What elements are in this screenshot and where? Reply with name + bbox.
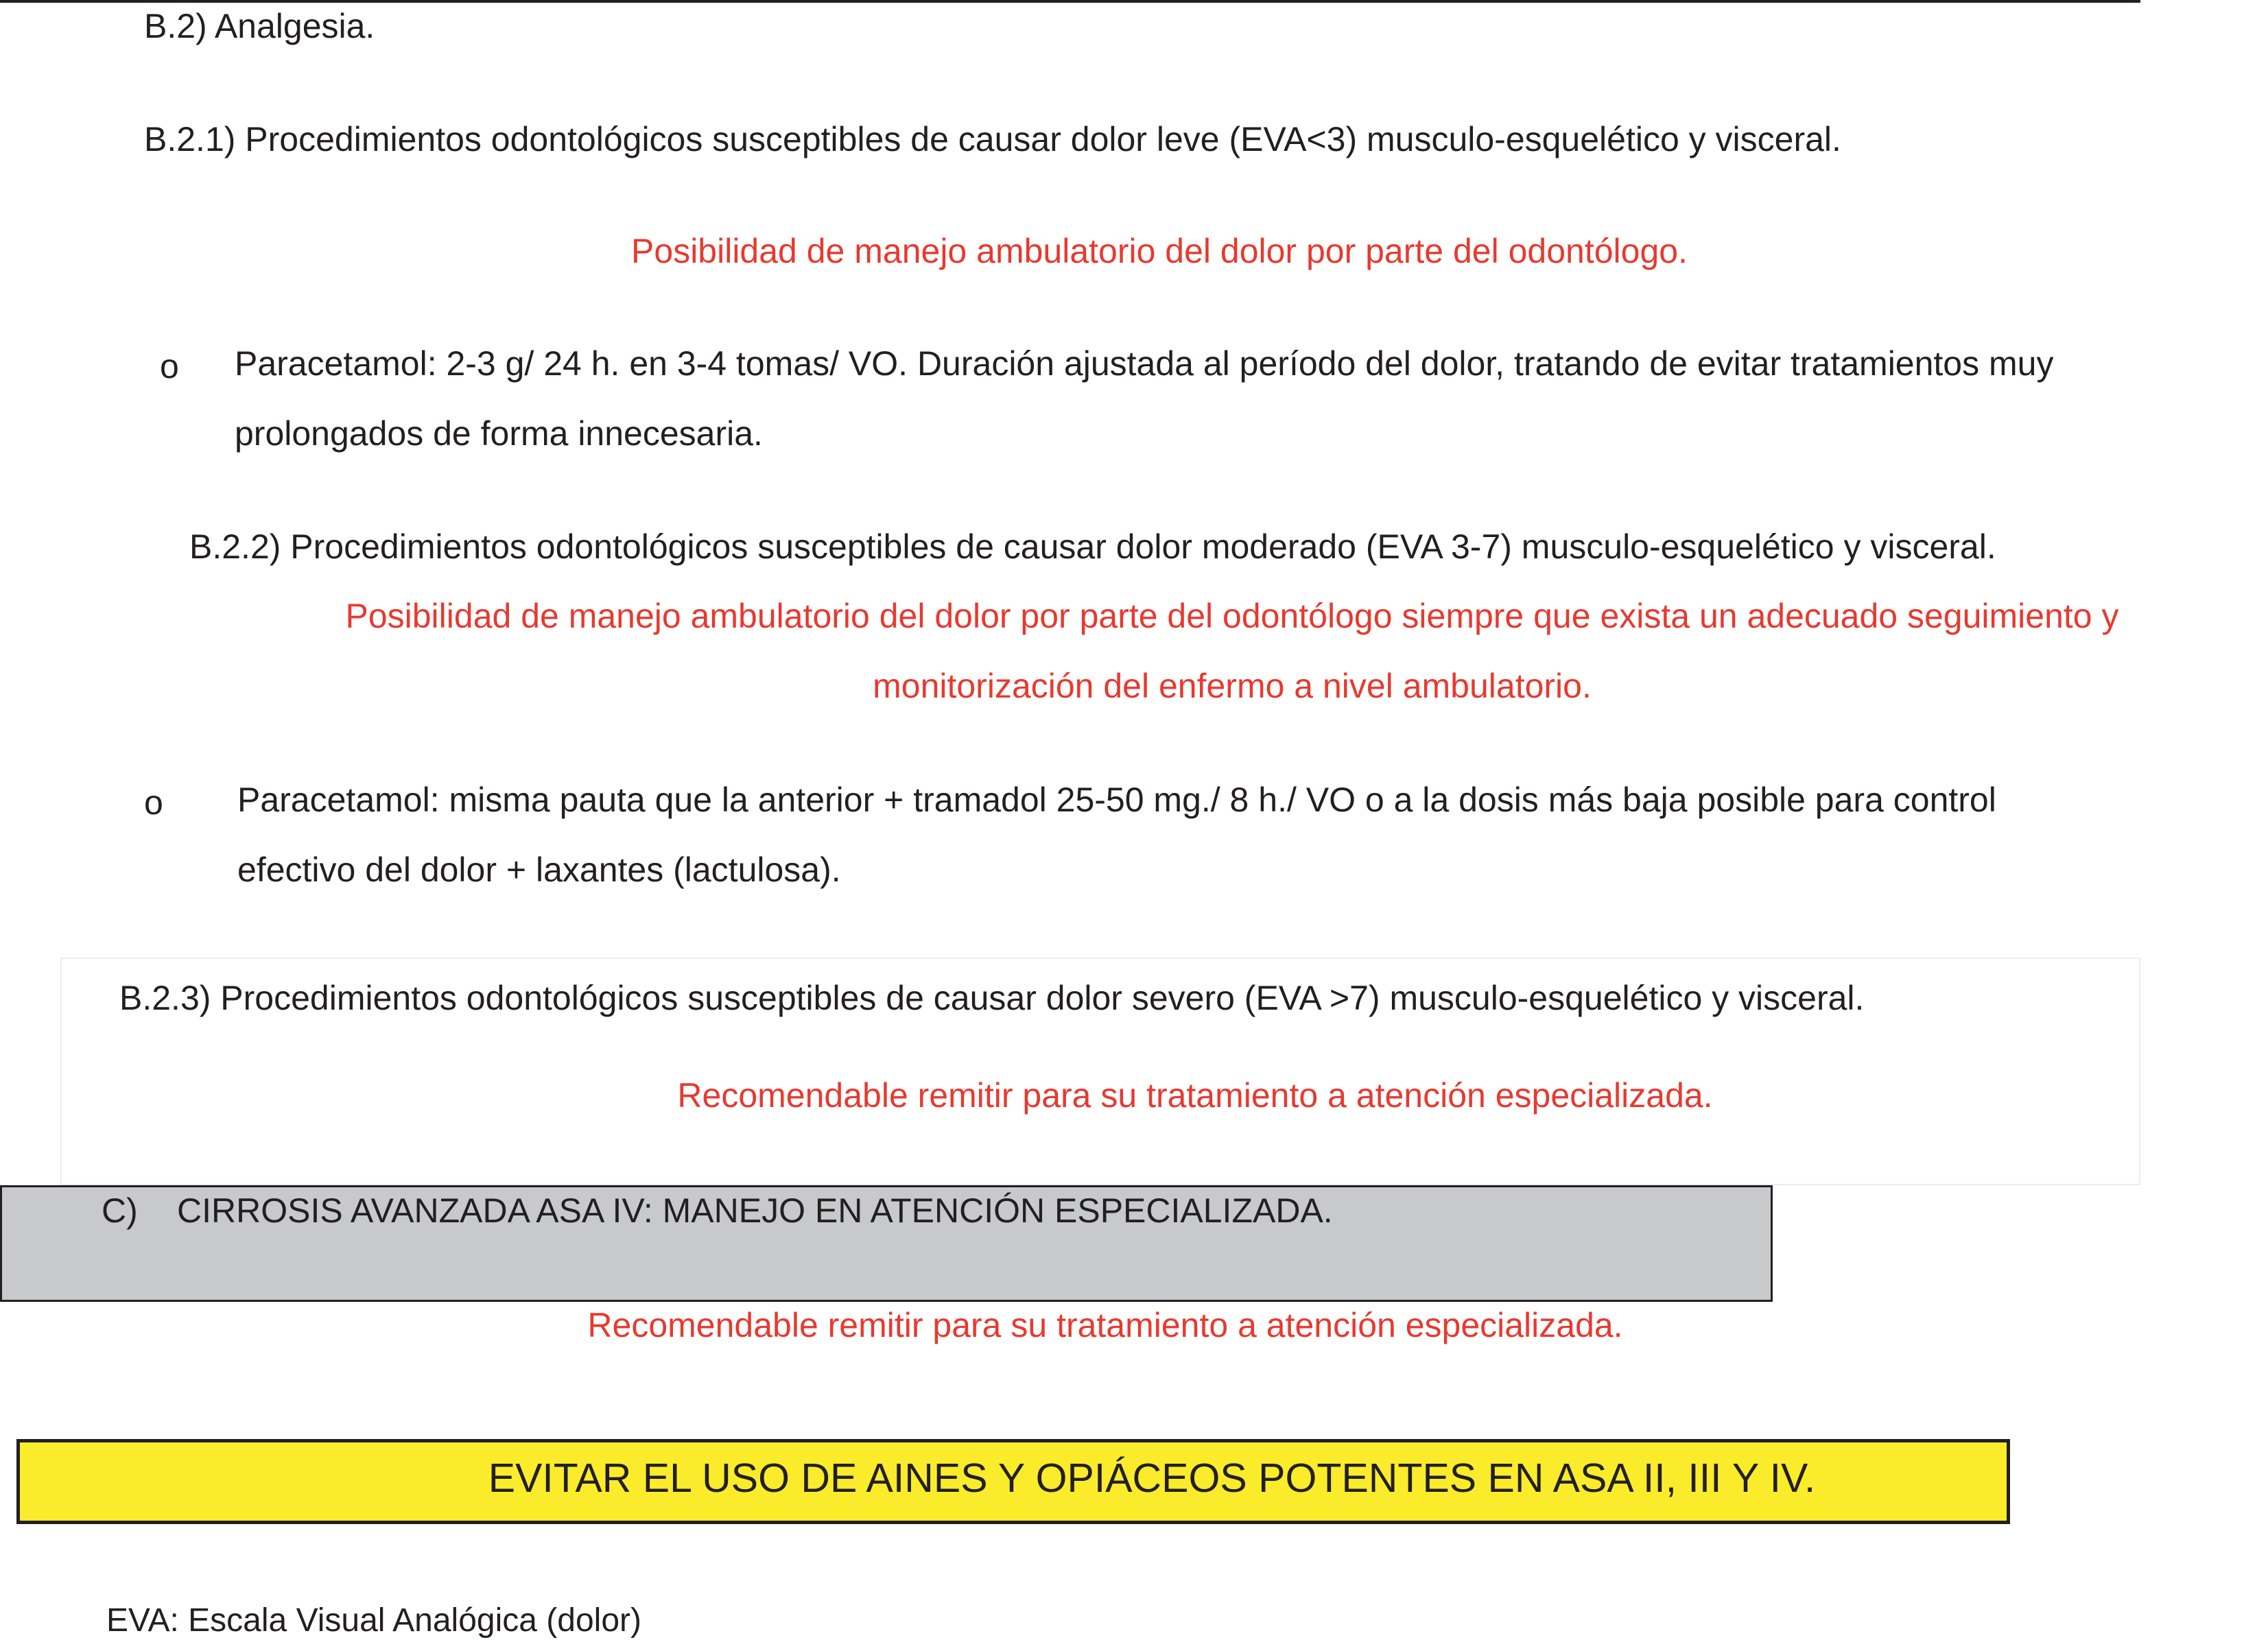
b21-note: Posibilidad de manejo ambulatorio del dolor por parte del odontólogo.: [631, 232, 1688, 270]
b21-heading: B.2.1) Procedimientos odontológicos susceptibles de causar dolor leve (EVA<3) musculo-esquelético y visceral.: [144, 120, 1841, 158]
top-rule: [0, 0, 2140, 3]
b22-bullet-line1: Paracetamol: misma pauta que la anterior + tramadol 25-50 mg./ 8 h./ VO o a la dosis más baja posible para control: [237, 781, 1996, 819]
warning-box: [16, 1439, 2010, 1524]
footnote: EVA: Escala Visual Analógica (dolor): [106, 1602, 641, 1639]
section-c-title: CIRROSIS AVANZADA ASA IV: MANEJO EN ATENCIÓN ESPECIALIZADA.: [177, 1191, 1333, 1230]
warning-text: EVITAR EL USO DE AINES Y OPIÁCEOS POTENTES EN ASA II, III Y IV.: [488, 1455, 1816, 1501]
b21-bullet-line1: Paracetamol: 2-3 g/ 24 h. en 3-4 tomas/ VO. Duración ajustada al período del dolor, tratando de evitar tratamientos muy: [235, 344, 2054, 383]
b21-bullet-line2: prolongados de forma innecesaria.: [235, 414, 763, 453]
section-c-label: C): [102, 1191, 138, 1230]
b22-note-line2: monitorización del enfermo a nivel ambulatorio.: [873, 667, 1592, 705]
b23-heading: B.2.3) Procedimientos odontológicos susceptibles de causar dolor severo (EVA >7) musculo-esquelético y visceral.: [119, 979, 1865, 1017]
b22-bullet-marker: o: [144, 783, 163, 822]
b22-note-line1: Posibilidad de manejo ambulatorio del dolor por parte del odontólogo siempre que exista un adecuado seguimiento y: [345, 597, 2119, 635]
section-b2-title: B.2) Analgesia.: [144, 7, 375, 45]
b22-bullet-line2: efectivo del dolor + laxantes (lactulosa).: [237, 851, 841, 889]
b21-bullet-marker: o: [160, 347, 179, 385]
b22-heading: B.2.2) Procedimientos odontológicos susceptibles de causar dolor moderado (EVA 3-7) musculo-esquelético y visceral.: [189, 527, 1996, 566]
b23-note: Recomendable remitir para su tratamiento a atención especializada.: [677, 1076, 1713, 1115]
section-c-note: Recomendable remitir para su tratamiento a atención especializada.: [587, 1306, 1623, 1344]
